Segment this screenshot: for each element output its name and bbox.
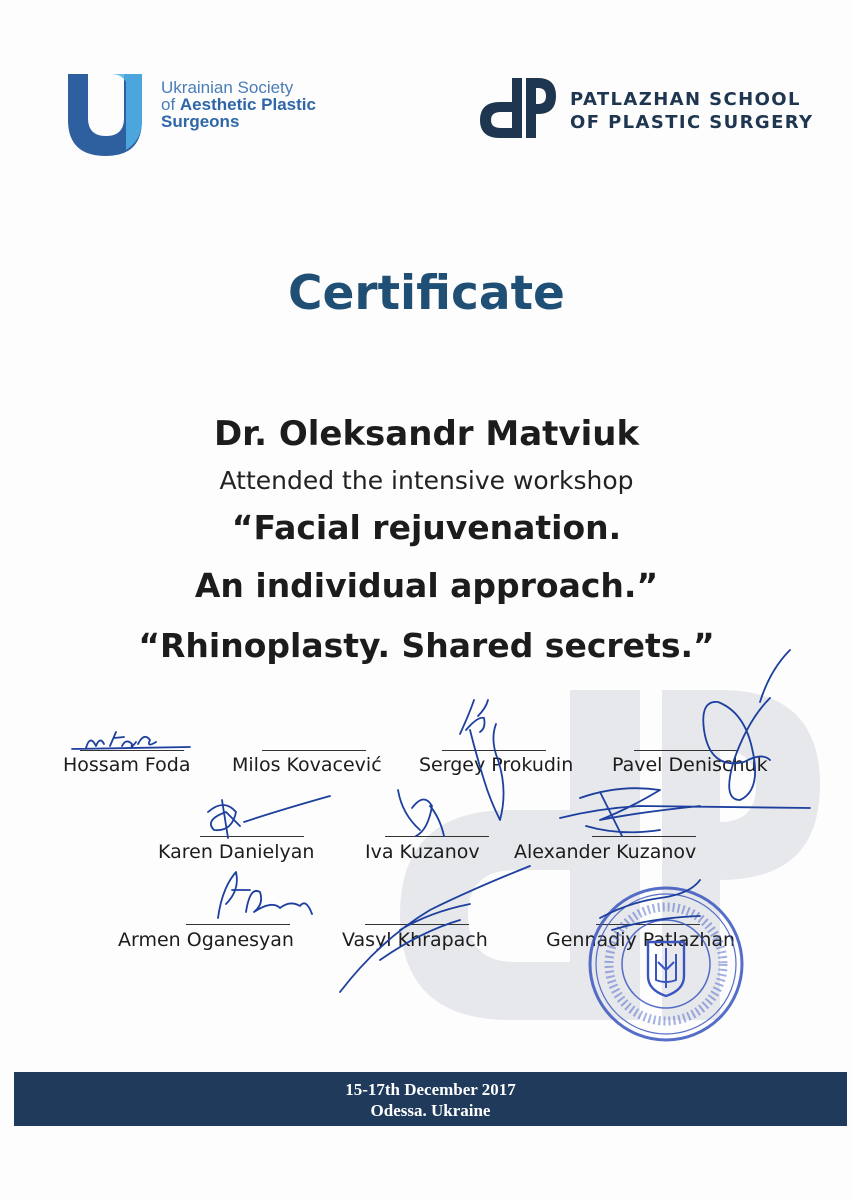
signatory-name: Hossam Foda (63, 754, 191, 776)
signatory-name: Milos Kovacević (232, 754, 382, 776)
signatory-name: Gennadiy Patlazhan (546, 929, 736, 951)
signatory-name: Vasyl Khrapach (342, 929, 488, 951)
certificate-title: Certificate (288, 266, 565, 321)
usaps-name-line2-prefix: of (161, 95, 180, 114)
course-title-line1: “Facial rejuvenation. (231, 508, 622, 547)
signature-line (262, 750, 366, 751)
signatory-name: Pavel Denischuk (612, 754, 768, 776)
course-title-line3: “Rhinoplasty. Shared secrets.” (138, 626, 715, 665)
signature-line (186, 924, 290, 925)
signature-line (365, 924, 469, 925)
signature-line (592, 836, 696, 837)
usaps-name-line1: Ukrainian Society (161, 78, 294, 97)
usaps-name-line2: Aesthetic Plastic (179, 95, 316, 114)
course-title-line2: An individual approach.” (194, 566, 659, 605)
usaps-logo (66, 70, 356, 160)
signatory-name: Karen Danielyan (158, 841, 315, 863)
footer-band (14, 1072, 847, 1126)
attendance-statement: Attended the intensive workshop (219, 466, 634, 495)
dp-monogram-icon (478, 76, 558, 142)
signatory-name: Armen Oganesyan (118, 929, 294, 951)
signatory-name: Alexander Kuzanov (514, 841, 697, 863)
signature-line (200, 836, 304, 837)
patlazhan-name-line1: PATLAZHAN SCHOOL (570, 89, 801, 110)
event-location: Odessa. Ukraine (370, 1101, 491, 1120)
signatory-name: Iva Kuzanov (365, 841, 480, 863)
event-dates: 15-17th December 2017 (345, 1080, 516, 1099)
patlazhan-name-line2: OF PLASTIC SURGERY (570, 112, 814, 133)
signature-line (80, 750, 184, 751)
usaps-name-line3: Surgeons (161, 112, 240, 131)
usaps-emblem-icon (66, 70, 146, 160)
signatory-name: Sergey Prokudin (419, 754, 574, 776)
official-stamp (586, 884, 746, 1044)
recipient-name: Dr. Oleksandr Matviuk (213, 414, 640, 454)
signature-line (442, 750, 546, 751)
signature-line (385, 836, 489, 837)
patlazhan-logo (478, 76, 818, 146)
signature-line (634, 750, 738, 751)
